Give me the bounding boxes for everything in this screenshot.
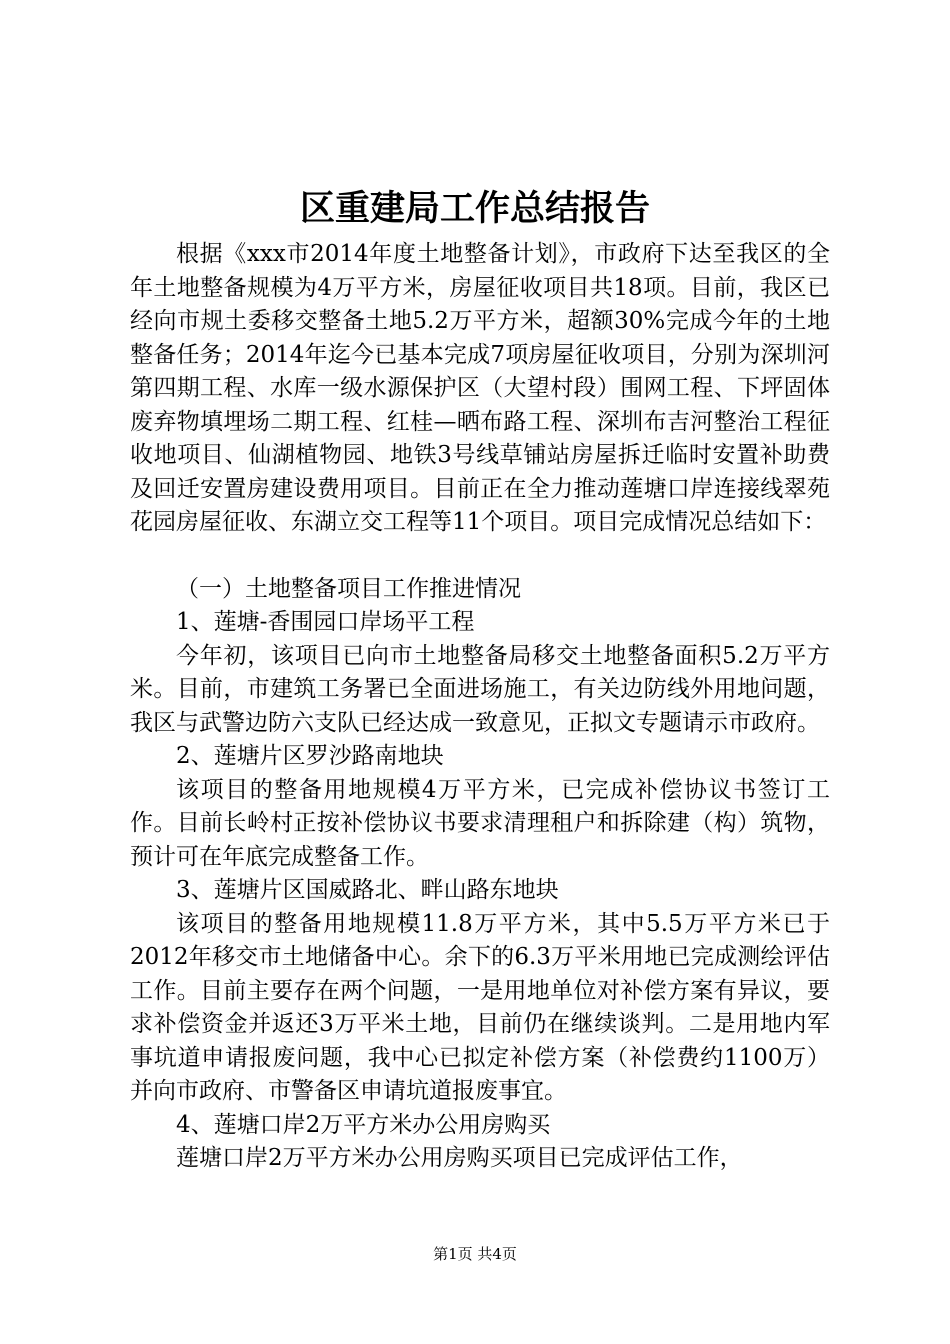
- item-paragraph: 该项目的整备用地规模11.8万平方米，其中5.5万平方米已于2012年移交市土地储备中心。余下的6.3万平米用地已完成测绘评估工作。目前主要存在两个问题，一是用地单位对补偿方案有异议，要求补偿资金并返还3万平米土地，目前仍在继续谈判。二是用地内军事坑道申请报废问题，我中心已拟定补偿方案（补偿费约1100万）并向市政府、市警备区申请坑道报废事宜。: [130, 910, 830, 1104]
- item-paragraph: 莲塘口岸2万平方米办公用房购买项目已完成评估工作，: [176, 1145, 743, 1171]
- page-number: 第1页 共4页: [433, 1245, 517, 1263]
- item-heading: 4、莲塘口岸2万平方米办公用房购买: [176, 1111, 551, 1138]
- item-paragraph: 该项目的整备用地规模4万平方米，已完成补偿协议书签订工作。目前长岭村正按补偿协议书要求清理租户和拆除建（构）筑物，预计可在年底完成整备工作。: [130, 776, 830, 870]
- item-heading: 3、莲塘片区国威路北、畔山路东地块: [176, 877, 559, 903]
- item-heading: 2、莲塘片区罗沙路南地块: [176, 743, 444, 769]
- section-heading: （一）土地整备项目工作推进情况: [176, 575, 521, 602]
- intro-paragraph: 根据《xxx市2014年度土地整备计划》，市政府下达至我区的全年土地整备规模为4万平方米，房屋征收项目共18项。目前，我区已经向市规土委移交整备土地5.2万平方米，超额30%完成今年的土地整备任务；2014年迄今已基本完成7项房屋征收项目，分别为深圳河第四期工程、水库一级水源保护区（大望村段）围网工程、下坪固体废弃物填埋场二期工程、红桂—晒布路工程、深圳布吉河整治工程征收地项目、仙湖植物园、地铁3号线草铺站房屋拆迁临时安置补助费及回迁安置房建设费用项目。目前正在全力推动莲塘口岸连接线翠苑花园房屋征收、东湖立交工程等11个项目。项目完成情况总结如下：: [130, 241, 830, 535]
- document-body: [130, 238, 830, 1176]
- item-heading: 1、莲塘-香围园口岸场平工程: [176, 609, 475, 635]
- document-title: 区重建局工作总结报告: [299, 189, 650, 229]
- item-paragraph: 今年初，该项目已向市土地整备局移交土地整备面积5.2万平方米。目前，市建筑工务署已全面进场施工，有关边防线外用地问题，我区与武警边防六支队已经达成一致意见，正拟文专题请示市政府。: [130, 642, 830, 736]
